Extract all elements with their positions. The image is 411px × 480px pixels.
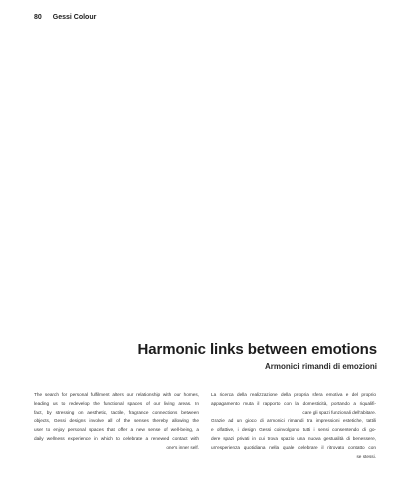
text-line: e olfattive, i design Gessi coinvolgono tutti i sensi consentendo di go- [211, 427, 376, 433]
running-header [34, 14, 96, 21]
text-line: fact, by stressing on aesthetic, tactile, fragrance connections between [34, 409, 199, 415]
text-line: La ricerca della realizzazione della propria sfera emotiva e del proprio [211, 392, 376, 397]
page-title: Harmonic links between emotions [137, 341, 377, 358]
text-line: appagamento muta il rapporto con la domesticità, portando a riqualifi- [211, 400, 376, 406]
english-body-text [34, 391, 199, 453]
text-line: leading us to redevelop the functional spaces of our living areas. In [34, 400, 199, 406]
text-line: daily wellness experience in which to celebrate a renewed contact with [34, 435, 199, 441]
text-line: care gli spazi funzionali dell'abitare. [302, 409, 376, 415]
text-line: objects, Gessi designs involve all of the senses thereby allowing the [34, 418, 199, 424]
text-line: se stessi. [356, 453, 376, 459]
page-number: 80 [34, 14, 42, 21]
text-line: Grazie ad un gioco di armonici rimandi tra impressioni estetiche, tattili [211, 418, 376, 424]
italian-body-text [211, 391, 376, 461]
text-line: The search for personal fulfilment alters our relationship with our homes, [34, 392, 199, 397]
text-line: one's inner self. [166, 444, 199, 450]
text-line: user to enjoy personal spaces that offer a new sense of well-being, a [34, 427, 199, 433]
page-subtitle: Armonici rimandi di emozioni [264, 362, 377, 371]
section-title: Gessi Colour [52, 14, 97, 21]
text-line: un'esperienza quotidiana nella quale celebrare il ritrovato contatto con [211, 444, 376, 450]
text-line: dere spazi privati in cui trova spazio una nuova gestualità di benessere, [211, 435, 376, 441]
